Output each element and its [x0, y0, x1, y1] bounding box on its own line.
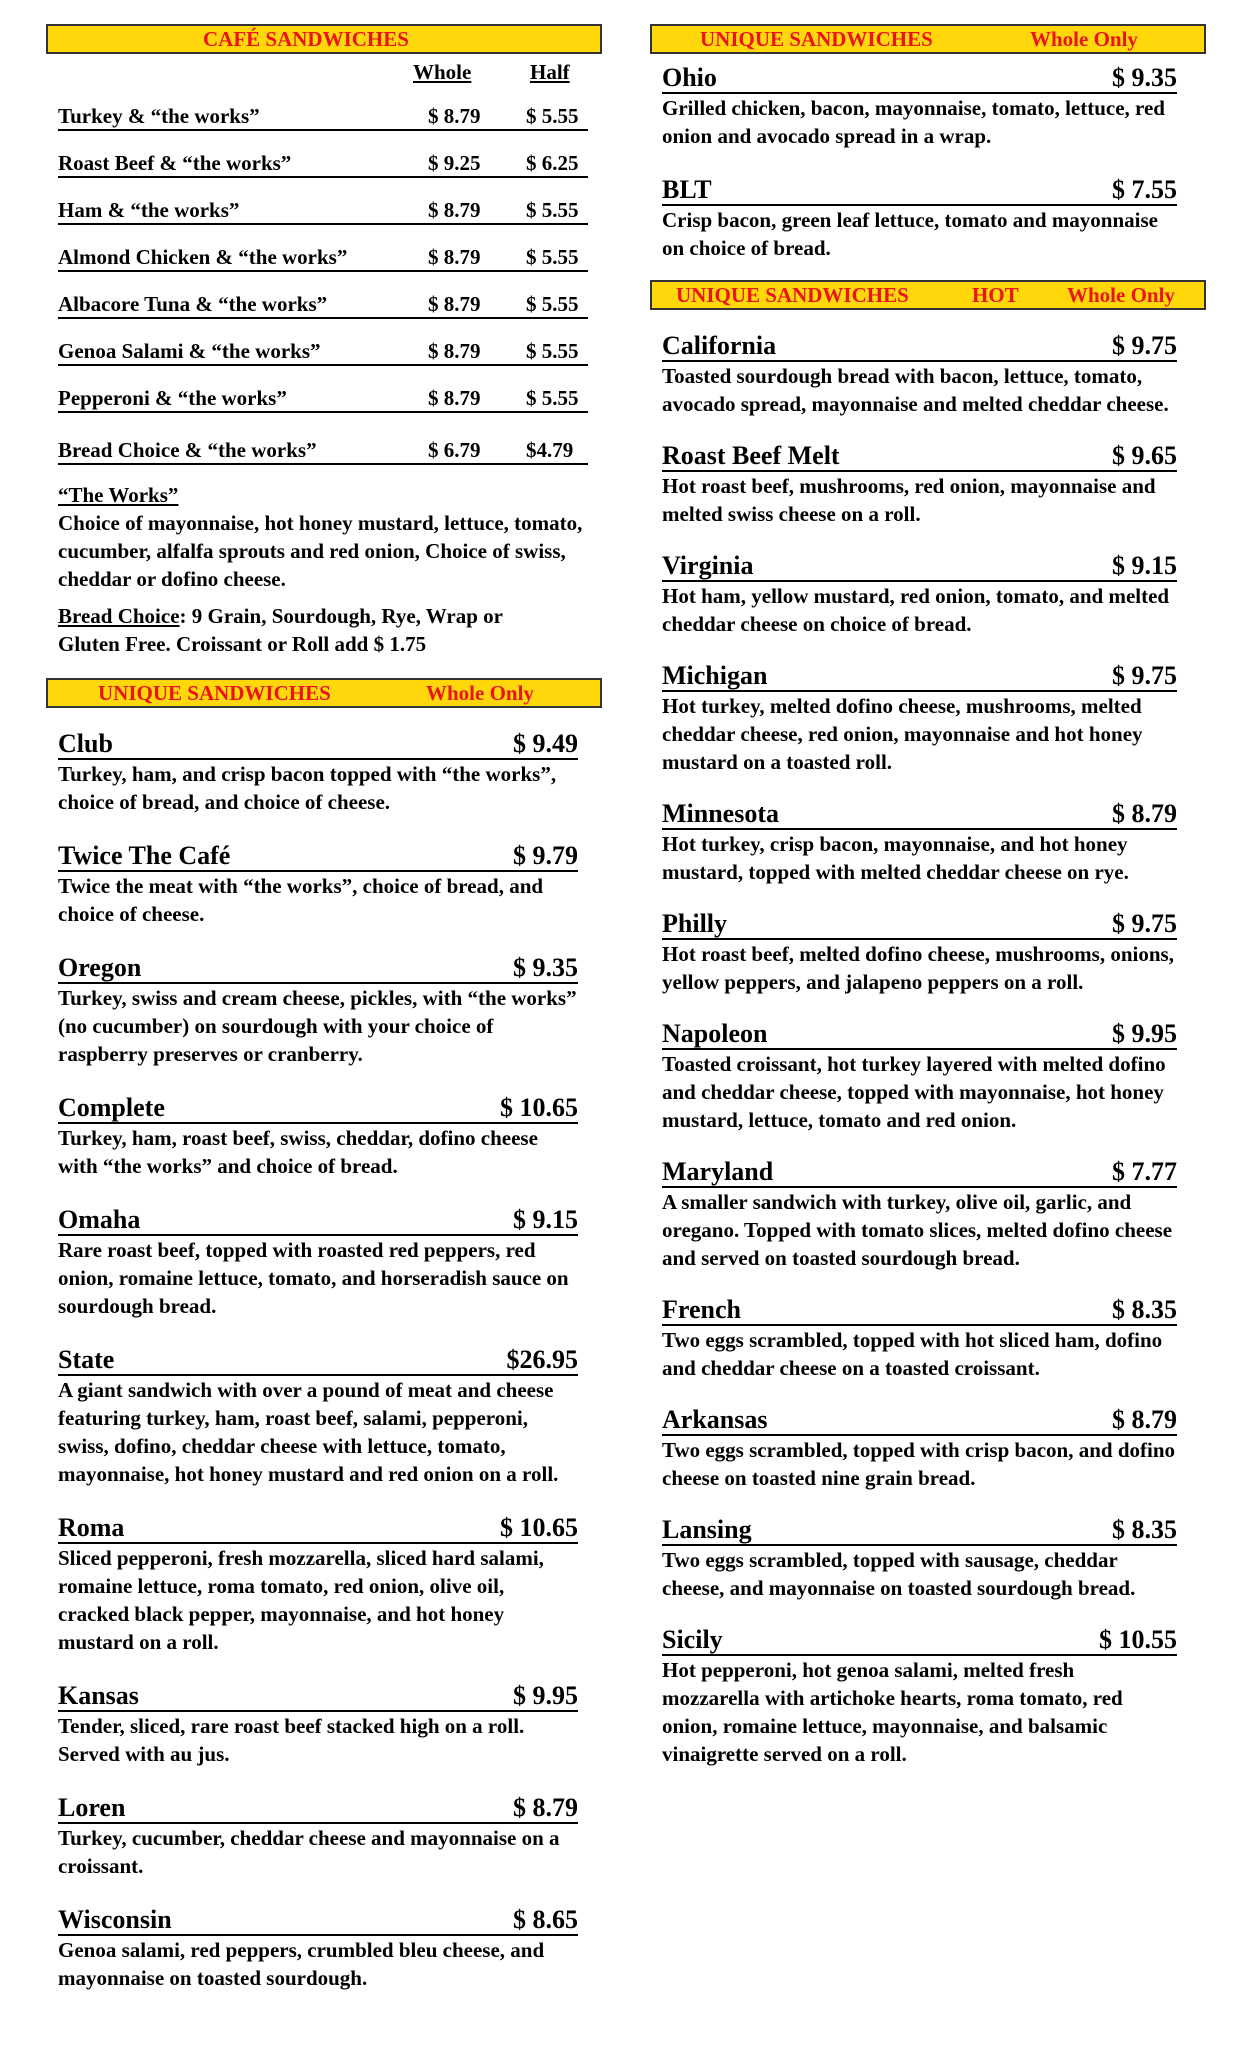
sandwich-price: $ 9.75 — [1112, 331, 1177, 360]
sandwich-name: Twice The Café — [58, 841, 231, 870]
sandwich-name: Roma — [58, 1513, 125, 1542]
sandwich-item — [58, 1206, 578, 1320]
works-note — [58, 481, 602, 593]
sandwich-item — [662, 332, 1177, 418]
cafe-item-half-price: $ 6.25 — [526, 151, 579, 175]
sandwich-name: Roast Beef Melt — [662, 441, 840, 470]
sandwich-price: $ 7.55 — [1112, 175, 1177, 204]
sandwich-price: $ 9.15 — [1112, 551, 1177, 580]
sandwich-item — [58, 1346, 578, 1488]
cafe-item-name: Almond Chicken & “the works” — [58, 245, 348, 269]
cafe-item-row — [58, 231, 588, 278]
sandwich-name: BLT — [662, 175, 712, 204]
sandwich-item — [58, 1514, 578, 1656]
sandwich-header — [662, 910, 1177, 940]
bread-choice-label: Bread Choice — [58, 604, 180, 628]
sandwich-description: Turkey, ham, and crisp bacon topped with “the works”, choice of bread, and choice of cheese. — [58, 762, 557, 814]
whole-header: Whole — [413, 60, 472, 84]
sandwich-description: Turkey, ham, roast beef, swiss, cheddar, dofino cheese with “the works” and choice of bread. — [58, 1126, 538, 1178]
sandwich-header — [662, 1516, 1177, 1546]
sandwich-price: $ 9.49 — [513, 729, 578, 758]
cafe-item-row — [58, 184, 588, 231]
sandwich-description: Hot turkey, crisp bacon, mayonnaise, and hot honey mustard, topped with melted cheddar cheese on rye. — [662, 832, 1129, 884]
sandwich-name: Wisconsin — [58, 1905, 172, 1934]
sandwich-price: $ 9.75 — [1112, 661, 1177, 690]
cafe-item-name: Ham & “the works” — [58, 198, 240, 222]
cafe-item-half-price: $ 5.55 — [526, 245, 579, 269]
unique-item-list-left — [46, 730, 602, 1992]
sandwich-price: $ 8.35 — [1112, 1515, 1177, 1544]
sandwich-name: Maryland — [662, 1157, 774, 1186]
cafe-item-whole-price: $ 8.79 — [428, 104, 481, 128]
sandwich-description: A giant sandwich with over a pound of meat and cheese featuring turkey, ham, roast beef, salami, pepperoni, swiss, dofino, cheddar cheese with lettuce, tomato, mayonnaise, hot honey mustard and red onion on a roll. — [58, 1378, 559, 1486]
sandwich-name: French — [662, 1295, 741, 1324]
sandwich-name: Lansing — [662, 1515, 752, 1544]
cafe-item-half-price: $ 5.55 — [526, 198, 579, 222]
price-column-headers — [46, 54, 602, 90]
right-column — [650, 24, 1206, 1768]
sandwich-description: Hot roast beef, mushrooms, red onion, mayonnaise and melted swiss cheese on a roll. — [662, 474, 1156, 526]
sandwich-name: Kansas — [58, 1681, 139, 1710]
cafe-item-name: Bread Choice & “the works” — [58, 438, 317, 462]
sandwich-price: $ 8.79 — [1112, 799, 1177, 828]
sandwich-header — [662, 552, 1177, 582]
cafe-item-name: Turkey & “the works” — [58, 104, 260, 128]
sandwich-price: $ 9.65 — [1112, 441, 1177, 470]
cafe-item-whole-price: $ 9.25 — [428, 151, 481, 175]
sandwich-description: Genoa salami, red peppers, crumbled bleu cheese, and mayonnaise on toasted sourdough. — [58, 1938, 545, 1990]
sandwich-item — [58, 1094, 578, 1180]
sandwich-name: Arkansas — [662, 1405, 768, 1434]
sandwich-price: $ 9.95 — [513, 1681, 578, 1710]
sandwich-header — [662, 662, 1177, 692]
unique-hot-banner — [650, 280, 1206, 310]
sandwich-price: $ 7.77 — [1112, 1157, 1177, 1186]
sandwich-header — [662, 1020, 1177, 1050]
sandwich-item — [662, 800, 1177, 886]
banner-title: UNIQUE SANDWICHES — [676, 283, 909, 307]
sandwich-name: Omaha — [58, 1205, 141, 1234]
sandwich-header — [58, 1206, 578, 1236]
cafe-item-row — [58, 137, 588, 184]
cafe-item-row — [58, 419, 588, 471]
bread-choice-desc-1: : 9 Grain, Sourdough, Rye, Wrap or — [179, 604, 503, 628]
cafe-item-row — [58, 90, 588, 137]
sandwich-item — [662, 64, 1177, 150]
sandwich-header — [58, 1906, 578, 1936]
sandwich-name: Loren — [58, 1793, 126, 1822]
sandwich-header — [662, 176, 1177, 206]
sandwich-price: $ 9.95 — [1112, 1019, 1177, 1048]
banner-whole-only: Whole Only — [1067, 283, 1175, 307]
cafe-item-whole-price: $ 6.79 — [428, 438, 481, 462]
sandwich-header — [662, 442, 1177, 472]
sandwich-price: $ 8.79 — [513, 1793, 578, 1822]
sandwich-description: Turkey, swiss and cream cheese, pickles, with “the works” (no cucumber) on sourdough with your choice of raspberry preserves or cranberry. — [58, 986, 577, 1066]
sandwich-header — [58, 954, 578, 984]
sandwich-description: Crisp bacon, green leaf lettuce, tomato and mayonnaise on choice of bread. — [662, 208, 1158, 260]
sandwich-item — [58, 730, 578, 816]
sandwich-price: $ 10.65 — [500, 1093, 578, 1122]
sandwich-header — [662, 64, 1177, 94]
sandwich-price: $ 9.35 — [1112, 63, 1177, 92]
sandwich-description: Rare roast beef, topped with roasted red peppers, red onion, romaine lettuce, tomato, and horseradish sauce on sourdough bread. — [58, 1238, 569, 1318]
sandwich-item — [662, 1626, 1177, 1768]
sandwich-name: Oregon — [58, 953, 142, 982]
sandwich-price: $ 9.79 — [513, 841, 578, 870]
sandwich-header — [662, 800, 1177, 830]
sandwich-description: Grilled chicken, bacon, mayonnaise, tomato, lettuce, red onion and avocado spread in a wrap. — [662, 96, 1165, 148]
banner-whole-only: Whole Only — [1030, 27, 1138, 51]
sandwich-price: $ 8.65 — [513, 1905, 578, 1934]
cafe-item-half-price: $ 5.55 — [526, 292, 579, 316]
sandwich-header — [662, 1158, 1177, 1188]
sandwich-price: $ 8.79 — [1112, 1405, 1177, 1434]
sandwich-description: Hot ham, yellow mustard, red onion, tomato, and melted cheddar cheese on choice of bread. — [662, 584, 1170, 636]
unique-hot-item-list — [650, 332, 1206, 1768]
sandwich-description: Hot roast beef, melted dofino cheese, mushrooms, onions, yellow peppers, and jalapeno peppers on a roll. — [662, 942, 1174, 994]
sandwich-header — [58, 1682, 578, 1712]
sandwich-item — [58, 1682, 578, 1768]
banner-title: CAFÉ SANDWICHES — [203, 27, 409, 51]
sandwich-price: $ 9.75 — [1112, 909, 1177, 938]
sandwich-item — [58, 1794, 578, 1880]
cafe-sandwiches-banner — [46, 24, 602, 54]
sandwich-price: $ 10.65 — [500, 1513, 578, 1542]
sandwich-price: $ 9.15 — [513, 1205, 578, 1234]
sandwich-description: Hot pepperoni, hot genoa salami, melted fresh mozzarella with artichoke hearts, roma tomato, red onion, romaine lettuce, mayonnaise, and balsamic vinaigrette served on a roll. — [662, 1658, 1123, 1766]
sandwich-description: Tender, sliced, rare roast beef stacked high on a roll. Served with au jus. — [58, 1714, 525, 1766]
sandwich-description: Two eggs scrambled, topped with hot sliced ham, dofino and cheddar cheese on a toasted croissant. — [662, 1328, 1163, 1380]
cafe-item-half-price: $4.79 — [526, 438, 574, 462]
bread-choice-desc-2: Gluten Free. Croissant or Roll add $ 1.75 — [58, 632, 427, 656]
cafe-item-list — [46, 90, 602, 471]
unique-sandwiches-banner-right — [650, 24, 1206, 54]
cafe-item-row — [58, 325, 588, 372]
cafe-item-half-price: $ 5.55 — [526, 104, 579, 128]
cafe-item-whole-price: $ 8.79 — [428, 198, 481, 222]
sandwich-item — [662, 1406, 1177, 1492]
sandwich-header — [58, 1094, 578, 1124]
sandwich-price: $ 8.35 — [1112, 1295, 1177, 1324]
banner-title: UNIQUE SANDWICHES — [98, 681, 331, 705]
sandwich-name: California — [662, 331, 777, 360]
sandwich-item — [662, 1516, 1177, 1602]
sandwich-name: Minnesota — [662, 799, 779, 828]
sandwich-name: Napoleon — [662, 1019, 768, 1048]
sandwich-name: Virginia — [662, 551, 754, 580]
unique-item-list-right — [650, 64, 1206, 262]
sandwich-name: State — [58, 1345, 115, 1374]
left-column — [46, 24, 602, 1992]
sandwich-item — [662, 1296, 1177, 1382]
sandwich-header — [662, 332, 1177, 362]
sandwich-header — [58, 842, 578, 872]
cafe-item-name: Roast Beef & “the works” — [58, 151, 292, 175]
sandwich-description: Two eggs scrambled, topped with sausage, cheddar cheese, and mayonnaise on toasted sourdough bread. — [662, 1548, 1136, 1600]
sandwich-name: Club — [58, 729, 113, 758]
sandwich-item — [662, 1020, 1177, 1134]
cafe-item-whole-price: $ 8.79 — [428, 386, 481, 410]
sandwich-price: $ 9.35 — [513, 953, 578, 982]
sandwich-header — [662, 1406, 1177, 1436]
bread-choice-note — [58, 602, 602, 658]
banner-title: UNIQUE SANDWICHES — [700, 27, 933, 51]
sandwich-name: Complete — [58, 1093, 165, 1122]
unique-sandwiches-banner-left — [46, 678, 602, 708]
cafe-item-row — [58, 372, 588, 419]
sandwich-item — [662, 662, 1177, 776]
cafe-item-whole-price: $ 8.79 — [428, 245, 481, 269]
sandwich-description: Toasted croissant, hot turkey layered with melted dofino and cheddar cheese, topped with mayonnaise, hot honey mustard, lettuce, tomato and red onion. — [662, 1052, 1166, 1132]
sandwich-description: Twice the meat with “the works”, choice of bread, and choice of cheese. — [58, 874, 544, 926]
sandwich-price: $ 10.55 — [1099, 1625, 1177, 1654]
sandwich-name: Michigan — [662, 661, 768, 690]
sandwich-header — [58, 1794, 578, 1824]
sandwich-header — [662, 1296, 1177, 1326]
sandwich-price: $26.95 — [506, 1345, 578, 1374]
cafe-item-row — [58, 278, 588, 325]
sandwich-item — [58, 954, 578, 1068]
banner-hot: HOT — [972, 283, 1019, 307]
sandwich-header — [58, 1514, 578, 1544]
sandwich-header — [58, 1346, 578, 1376]
half-header: Half — [530, 60, 570, 84]
sandwich-name: Sicily — [662, 1625, 723, 1654]
sandwich-name: Philly — [662, 909, 728, 938]
sandwich-description: Turkey, cucumber, cheddar cheese and mayonnaise on a croissant. — [58, 1826, 560, 1878]
sandwich-description: Sliced pepperoni, fresh mozzarella, sliced hard salami, romaine lettuce, roma tomato, red onion, olive oil, cracked black pepper, mayonnaise, and hot honey mustard on a roll. — [58, 1546, 544, 1654]
sandwich-name: Ohio — [662, 63, 717, 92]
cafe-item-half-price: $ 5.55 — [526, 386, 579, 410]
sandwich-item — [58, 842, 578, 928]
sandwich-description: Toasted sourdough bread with bacon, lettuce, tomato, avocado spread, mayonnaise and melted cheddar cheese. — [662, 364, 1169, 416]
sandwich-description: Hot turkey, melted dofino cheese, mushrooms, melted cheddar cheese, red onion, mayonnaise and hot honey mustard on a toasted roll. — [662, 694, 1143, 774]
sandwich-item — [662, 176, 1177, 262]
banner-whole-only: Whole Only — [426, 681, 534, 705]
sandwich-item — [662, 1158, 1177, 1272]
cafe-item-whole-price: $ 8.79 — [428, 339, 481, 363]
cafe-item-half-price: $ 5.55 — [526, 339, 579, 363]
cafe-item-name: Genoa Salami & “the works” — [58, 339, 321, 363]
works-title: “The Works” — [58, 483, 179, 507]
sandwich-description: A smaller sandwich with turkey, olive oil, garlic, and oregano. Topped with tomato slices, melted dofino cheese and served on toasted sourdough bread. — [662, 1190, 1173, 1270]
sandwich-description: Two eggs scrambled, topped with crisp bacon, and dofino cheese on toasted nine grain bread. — [662, 1438, 1176, 1490]
cafe-item-name: Albacore Tuna & “the works” — [58, 292, 328, 316]
cafe-item-name: Pepperoni & “the works” — [58, 386, 287, 410]
sandwich-header — [58, 730, 578, 760]
sandwich-item — [662, 552, 1177, 638]
sandwich-item — [662, 910, 1177, 996]
cafe-item-whole-price: $ 8.79 — [428, 292, 481, 316]
sandwich-item — [58, 1906, 578, 1992]
works-description: Choice of mayonnaise, hot honey mustard, lettuce, tomato, cucumber, alfalfa sprouts and red onion, Choice of swiss, cheddar or dofino cheese. — [58, 511, 583, 591]
sandwich-item — [662, 442, 1177, 528]
sandwich-header — [662, 1626, 1177, 1656]
